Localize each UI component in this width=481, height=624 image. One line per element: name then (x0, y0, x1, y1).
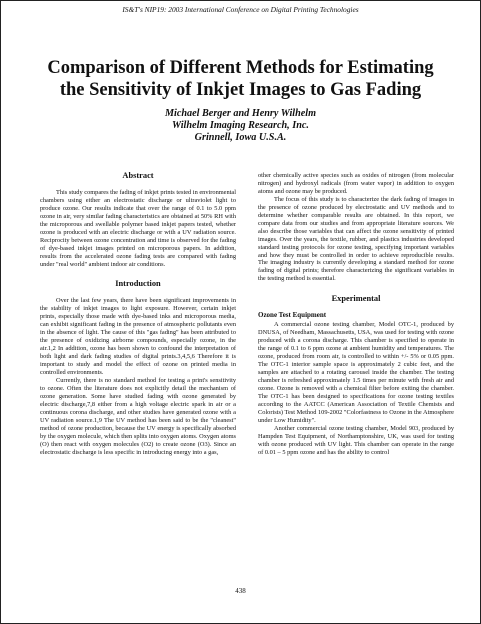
title-line-2: the Sensitivity of Inkjet Images to Gas Fading (59, 80, 422, 100)
ozone-test-equipment-heading: Ozone Test Equipment (258, 311, 327, 320)
right-column (258, 172, 454, 456)
affiliation: Wilhelm Imaging Research, Inc. (172, 120, 309, 131)
author-names: Michael Berger and Henry Wilhelm (164, 108, 317, 119)
conference-header: IS&T's NIP19: 2003 International Conference on Digital Printing Technologies (122, 5, 359, 14)
paper-title (10, 57, 471, 101)
experimental-paragraph-2: Another commercial ozone testing chamber, Model 903, produced by Hampden Test Equipment, of Northamptonshire, UK, was used for testing with ozone produced with UV light. This chamber can operate in the range of 0.01 – 5 ppm ozone and has the ability to control (258, 424, 454, 456)
experimental-heading: Experimental (331, 294, 381, 304)
author-block (0, 108, 481, 144)
continued-paragraph: other chemically active species such as oxides of nitrogen (from molecular nitrogen) and hydroxyl radicals (from water vapor) in addition to oxygen atoms and ozone may be produced. (258, 172, 454, 195)
introduction-paragraph-2: Currently, there is no standard method for testing a print's sensitivity to ozone. Often the literature does not explicitly detail the mechanism of ozone generation. Some have studied fading with ozone generated by electric discharge,7,8 either from a high voltage electric spark in air or a continuous corona discharge, and other studies have generated ozone with a UV radiation source.1,9 The UV method has been said to be the "cleanest" method of ozone production, because the UV energy is specifically absorbed by the oxygen molecule, which then splits into oxygen atoms. Oxygen atoms (O) then react with oxygen molecules (O2) to create ozone (O3). Since an electrostatic discharge is less specific in introducing energy into a gas, (40, 376, 236, 456)
title-line-1: Comparison of Different Methods for Estimating (47, 58, 434, 78)
focus-paragraph: The focus of this study is to characterize the dark fading of images in the presence of ozone produced by electrostatic and UV methods and to determine whether comparable results are obtained. In this report, we compare data from our studies and from appropriate literature sources. We also describe those variables that can affect the ozone sensitivity of printed images. Over the years, the textile, rubber, and plastics industries developed standard testing protocols for ozone testing, specifying important variables and how they must be controlled in order to achieve reproducible results. The imaging industry is currently developing a standard method for ozone fading of digital prints; therefore characterizing the significant variables in the testing method is essential. (258, 195, 454, 283)
abstract-text: This study compares the fading of inkjet prints tested in environmental chambers using either an electrostatic discharge or ultraviolet light to produce ozone. Our results indicate that over the range of 0.1 to 5.0 ppm ozone in air, very similar fading characteristics are obtained at 50% RH with the microporous and swellable polymer based inkjet papers tested, whether ozone is produced with an electric discharge or with a UV radiation source. Reciprocity between ozone concentration and time is observed for the fading of dye-based inkjet images printed on microporous papers. In addition, results from the accelerated ozone fading tests are compared with fading under "real world" ambient indoor air conditions. (40, 188, 236, 268)
introduction-heading: Introduction (115, 279, 161, 289)
page-number: 438 (235, 587, 246, 595)
experimental-paragraph-1: A commercial ozone testing chamber, Model OTC-1, produced by DNUSA, of Needham, Massachusetts, USA, was used for testing with ozone produced with a corona discharge. This chamber is specified to operate in the range of 0.1 to 6 ppm ozone at ambient humidity and temperatures. The ozone, produced from room air, is controlled to within +/- 5% or 0.05 ppm. The OTC-1 interior sample space is approximately 2 cubic feet, and the samples are attached to a rotating carousel inside the chamber. The testing chamber is refreshed approximately 1.5 times per minute with fresh air and ozone. Ozone is removed with a chemical filter before exiting the chamber. The OTC-1 has been designed to specifications for ozone testing textiles according to the AATCC (American Association of Textile Chemists and Colorists) Test Method 109-2002 "Colorfastness to Ozone in the Atmosphere under Low Humidity". (258, 321, 454, 424)
location: Grinnell, Iowa U.S.A. (194, 132, 287, 143)
introduction-paragraph-1: Over the last few years, there have been significant improvements in the stability of inkjet images to light exposure. However, certain inkjet prints, especially those made with dye-based inks and microporous media, can exhibit significant fading in the presence of atmospheric pollutants even in the absence of light. The cause of this "gas fading" has been attributed to the presence of oxidizing airborne compounds, especially ozone, in the air.1,2 In addition, ozone has been shown to confound the interpretation of both light and dark fading studies of digital prints.3,4,5,6 Therefore it is important to study and model the effect of ozone on printed media in controlled environments. (40, 297, 236, 377)
left-column (40, 172, 236, 457)
abstract-heading: Abstract (122, 171, 154, 180)
